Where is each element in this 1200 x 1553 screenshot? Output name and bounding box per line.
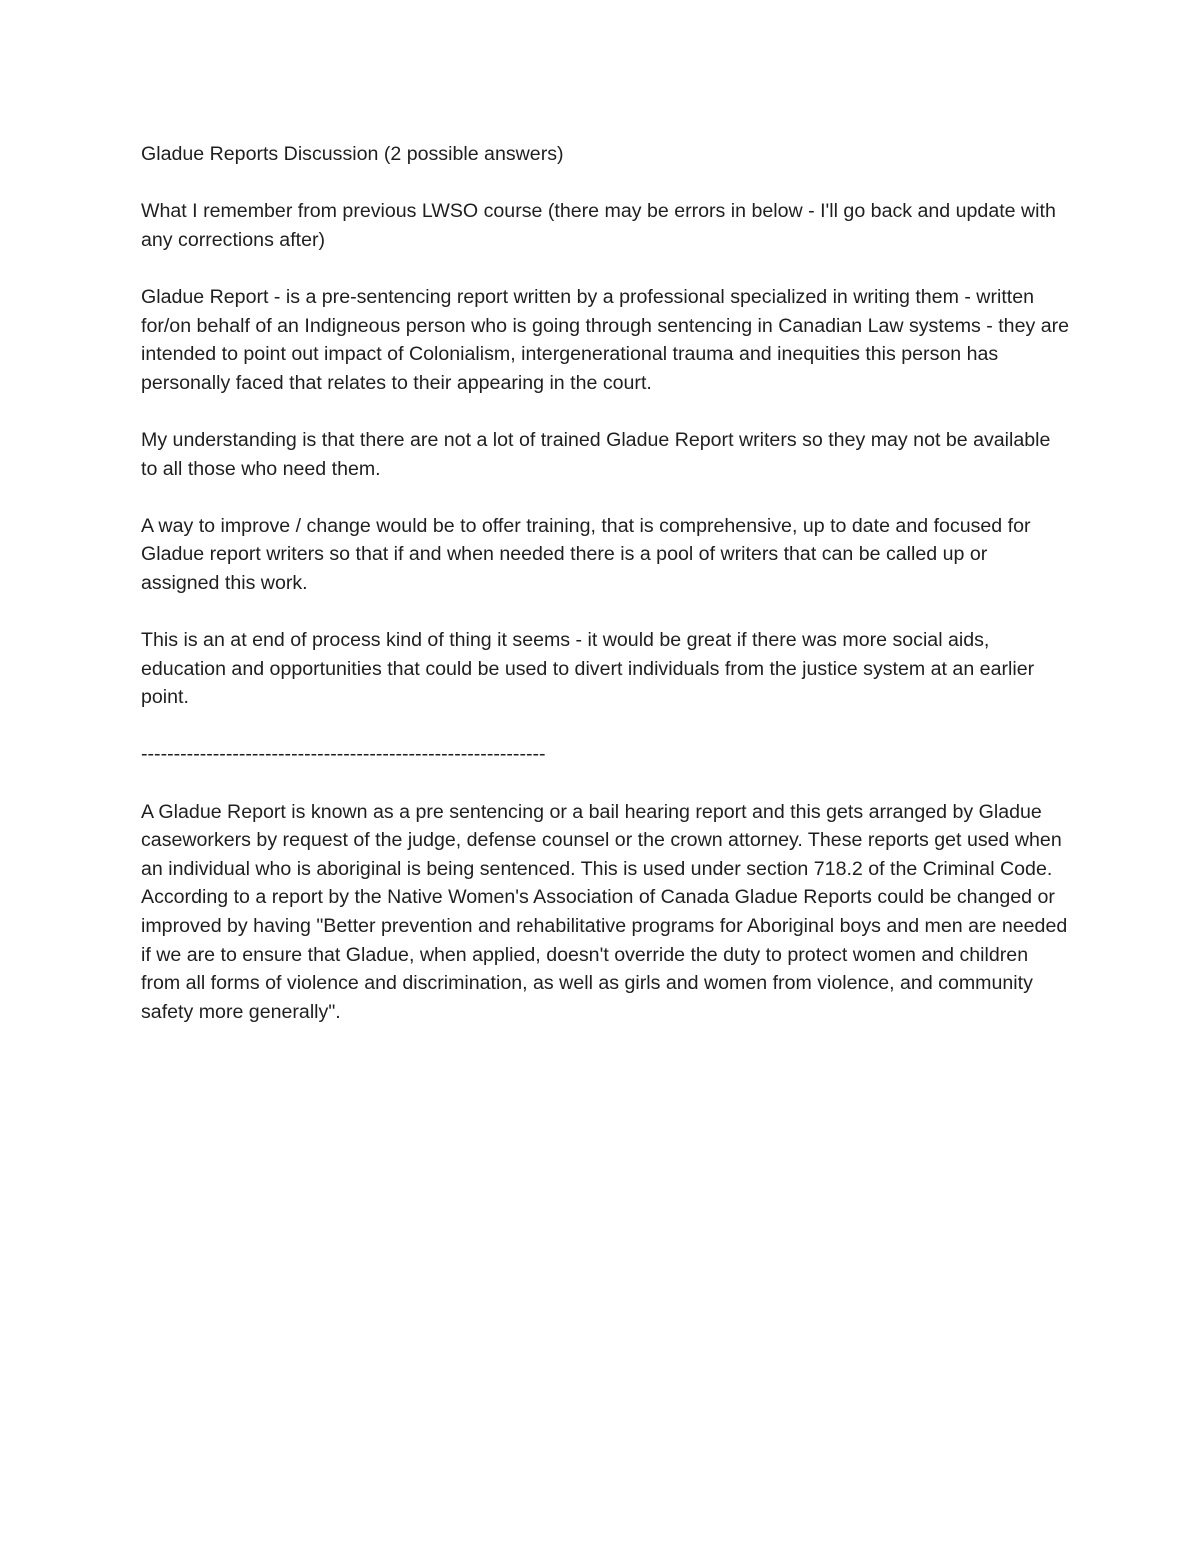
paragraph-improvement-training: A way to improve / change would be to offer training, that is comprehensive, up to date and focused for Gladue report writers so that if and when needed there is a pool of writers that can be called up or assigned this work. bbox=[141, 514, 1031, 594]
paragraph-second-answer: A Gladue Report is known as a pre sentencing or a bail hearing report and this gets arranged by Gladue caseworkers by request of the judge, defense counsel or the crown attorney. These reports get used when an individual who is aboriginal is being sentenced. This is used under section 718.2 of the Criminal Code. According to a report by the Native Women's Association of Canada Gladue Reports could be changed or improved by having "Better prevention and rehabilitative programs for Aboriginal boys and men are needed if we are to ensure that Gladue, when applied, doesn't override the duty to protect women and children from all forms of violence and discrimination, as well as girls and women from violence, and community safety more generally". bbox=[141, 800, 1068, 1023]
document-title: Gladue Reports Discussion (2 possible answers) bbox=[141, 143, 564, 165]
paragraph-end-of-process: This is an at end of process kind of thing it seems - it would be great if there was more social aids, education and opportunities that could be used to divert individuals from the justice system at an earlier point. bbox=[141, 629, 1035, 709]
paragraph-writer-shortage: My understanding is that there are not a lot of trained Gladue Report writers so they may not be available to all those who need them. bbox=[141, 428, 1051, 480]
document-body bbox=[141, 140, 1071, 1055]
paragraph-gladue-definition: Gladue Report - is a pre-sentencing report written by a professional specialized in writing them - written for/on behalf of an Indigneous person who is going through sentencing in Canadian Law systems - they are intended to point out impact of Colonialism, intergenerational trauma and inequities this person has personally faced that relates to their appearing in the court. bbox=[141, 285, 1070, 394]
paragraph-previous-course: What I remember from previous LWSO course (there may be errors in below - I'll go back and update with any corrections after) bbox=[141, 200, 1056, 251]
section-divider: -------------------------------------------------------------- bbox=[141, 743, 546, 766]
